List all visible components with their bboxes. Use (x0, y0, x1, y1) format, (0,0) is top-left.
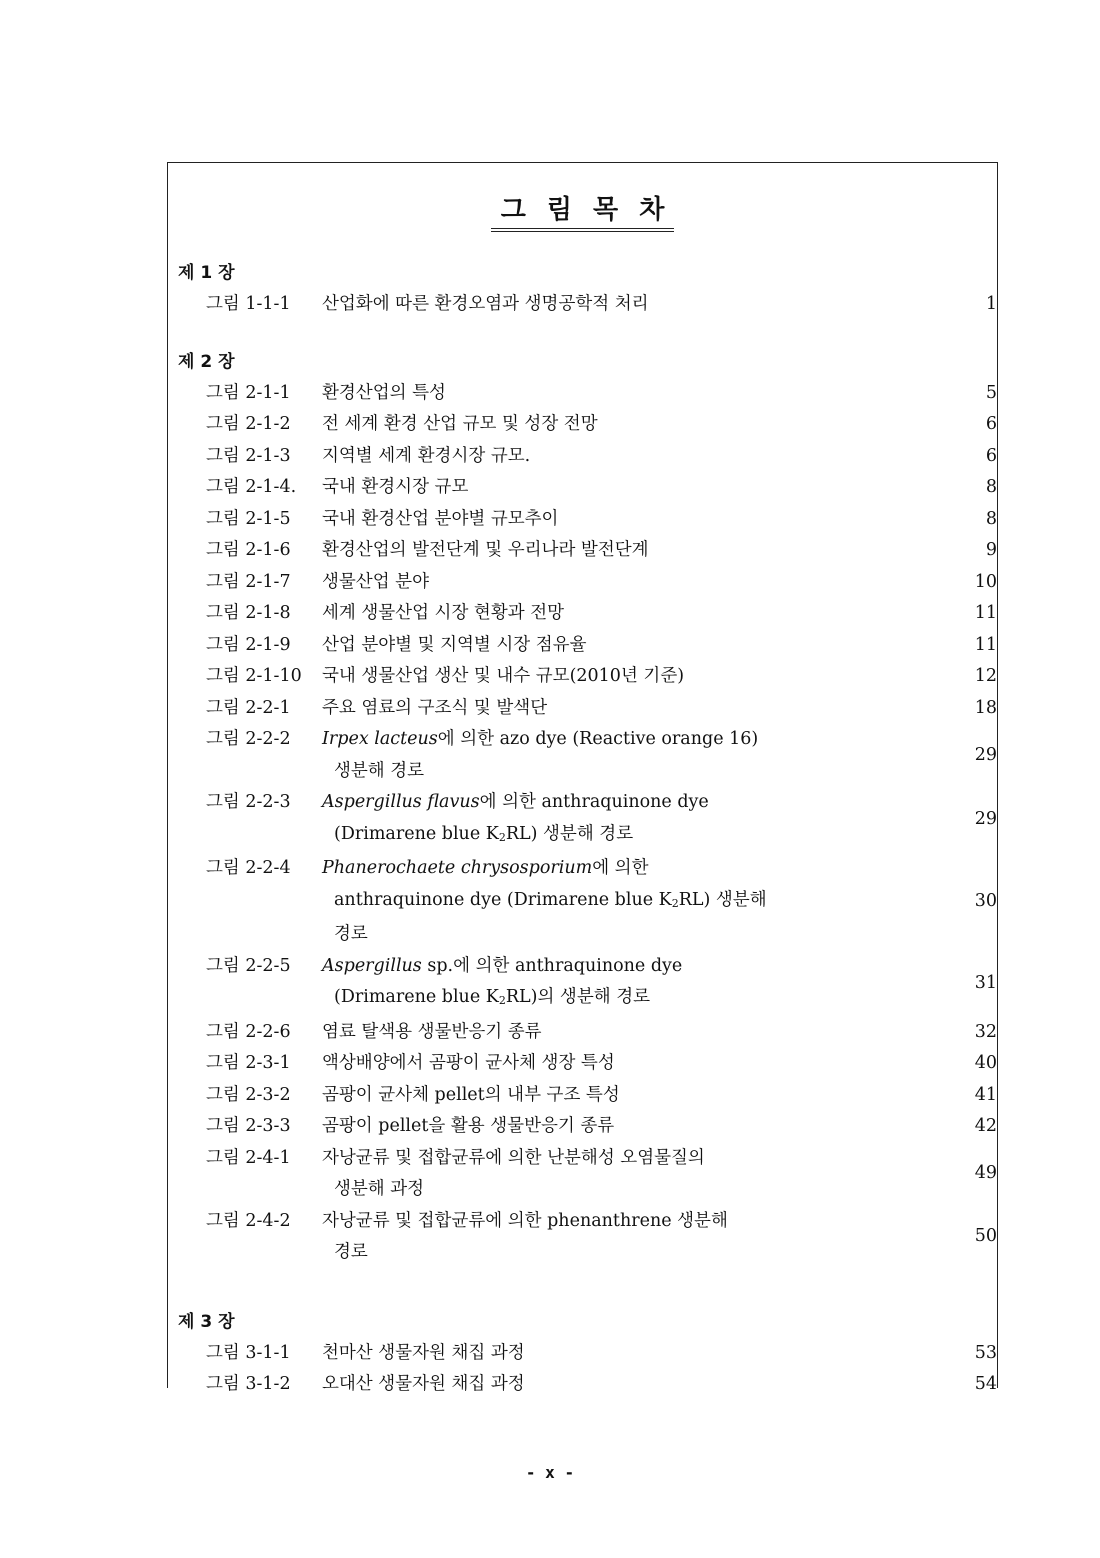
toc-entry[interactable] (178, 567, 997, 599)
figure-caption: 국내 환경산업 분야별 규모추이 (322, 508, 559, 529)
page-number: 49 (974, 1163, 997, 1184)
chapter-heading: 제 3 장 (178, 1311, 235, 1332)
toc-entry[interactable] (178, 853, 997, 951)
figure-number: 그림 1-1-1 (206, 294, 291, 314)
page-number: 50 (974, 1226, 997, 1247)
toc-entry[interactable] (178, 378, 997, 410)
species-name: Phanerochaete chrysosporium (322, 858, 593, 878)
figure-number: 그림 2-3-2 (206, 1084, 291, 1105)
chapter-heading: 제 1 장 (178, 263, 235, 283)
figure-caption: Irpex lacteus에 의한 azo dye (Reactive orange 16) 생분해 경로 (322, 729, 759, 781)
figure-number: 그림 2-2-6 (206, 1021, 291, 1042)
toc-entry[interactable] (178, 1206, 997, 1269)
figure-caption: 자낭균류 및 접합균류에 의한 난분해성 오염물질의 생분해 과정 (322, 1147, 705, 1199)
figure-number: 그림 2-2-5 (206, 955, 291, 976)
figure-number: 그림 2-1-10 (206, 666, 302, 686)
page-number: 40 (974, 1053, 997, 1073)
figure-number: 그림 2-1-1 (206, 382, 291, 403)
page-title: 그 림 목 차 (168, 193, 997, 232)
toc-entry[interactable] (178, 289, 997, 321)
figure-caption: 오대산 생물자원 채집 과정 (322, 1374, 525, 1394)
figure-number: 그림 2-1-3 (206, 445, 291, 466)
toc-entry[interactable] (178, 630, 997, 662)
toc-entry[interactable] (178, 1143, 997, 1206)
page-number: 11 (974, 603, 997, 623)
toc-entry[interactable] (178, 1111, 997, 1143)
toc-entry[interactable] (178, 1017, 997, 1049)
toc-content (178, 258, 997, 1401)
page-number: 29 (974, 744, 997, 765)
toc-entry[interactable] (178, 441, 997, 473)
toc-entry[interactable] (178, 661, 997, 693)
figure-number: 그림 2-3-3 (206, 1116, 291, 1136)
page-number: 53 (974, 1342, 997, 1363)
toc-frame (167, 162, 998, 1394)
page-number: 8 (985, 477, 997, 497)
figure-caption: 염료 탈색용 생물반응기 종류 (322, 1021, 542, 1042)
figure-caption: 환경산업의 발전단계 및 우리나라 발전단계 (322, 540, 649, 560)
figure-number: 그림 2-1-6 (206, 540, 291, 560)
figure-caption: Phanerochaete chrysosporium에 의한 anthraquinone dye (Drimarene blue $K_2RL$) 생분해 경로 (322, 858, 767, 944)
figure-number: 그림 2-1-2 (206, 414, 291, 434)
toc-entry[interactable] (178, 535, 997, 567)
toc-entry[interactable] (178, 504, 997, 536)
toc-entry[interactable] (178, 598, 997, 630)
page-number: 31 (974, 972, 997, 993)
figure-number: 그림 2-2-1 (206, 697, 291, 718)
figure-caption: 곰팡이 균사체 pellet의 내부 구조 특성 (322, 1084, 620, 1105)
figure-caption: 주요 염료의 구조식 및 발색단 (322, 697, 548, 718)
species-name: Irpex lacteus (322, 729, 438, 749)
figure-number: 그림 2-2-3 (206, 792, 291, 812)
toc-entry[interactable] (178, 693, 997, 725)
figure-caption: 지역별 세계 환경시장 규모. (322, 445, 531, 466)
page-number: 11 (974, 634, 997, 655)
figure-number: 그림 2-3-1 (206, 1053, 291, 1073)
figure-number: 그림 2-4-1 (206, 1147, 291, 1168)
toc-entry[interactable] (178, 472, 997, 504)
figure-caption: 자낭균류 및 접합균류에 의한 phenanthrene 생분해 경로 (322, 1210, 728, 1262)
figure-number: 그림 2-1-5 (206, 508, 291, 529)
figure-number: 그림 3-1-2 (206, 1374, 291, 1394)
page-footer: - x - (525, 1463, 575, 1482)
figure-number: 그림 2-4-2 (206, 1210, 291, 1231)
page-number: 18 (974, 697, 997, 718)
species-name: Aspergillus (322, 955, 422, 976)
figure-number: 그림 2-2-4 (206, 858, 291, 878)
chapter-heading: 제 2 장 (178, 351, 235, 372)
page-number: 8 (985, 508, 997, 529)
figure-caption: 산업화에 따른 환경오염과 생명공학적 처리 (322, 294, 649, 314)
page-number: 29 (974, 809, 997, 830)
page-number: 41 (974, 1084, 997, 1105)
figure-number: 그림 2-1-8 (206, 603, 291, 623)
page-number: 54 (974, 1374, 997, 1394)
figure-caption: 생물산업 분야 (322, 571, 429, 592)
figure-number: 그림 2-1-4. (206, 477, 297, 497)
toc-entry[interactable] (178, 1048, 997, 1080)
figure-caption: 환경산업의 특성 (322, 382, 446, 403)
figure-caption: 전 세계 환경 산업 규모 및 성장 전망 (322, 414, 598, 434)
figure-caption: 국내 생물산업 생산 및 내수 규모(2010년 기준) (322, 666, 685, 686)
page-number: 6 (985, 445, 997, 466)
toc-entry[interactable] (178, 1080, 997, 1112)
page-number: 42 (974, 1116, 997, 1136)
figure-caption: 액상배양에서 곰팡이 균사체 생장 특성 (322, 1053, 615, 1073)
toc-entry[interactable] (178, 951, 997, 1017)
figure-caption: 천마산 생물자원 채집 과정 (322, 1342, 525, 1363)
page-number: 12 (974, 666, 997, 686)
page-number: 30 (974, 891, 997, 911)
species-name: Aspergillus flavus (322, 792, 480, 812)
page-number: 5 (985, 382, 997, 403)
page-number: 32 (974, 1021, 997, 1042)
figure-caption: 세계 생물산업 시장 현황과 전망 (322, 603, 565, 623)
figure-caption: Aspergillus sp.에 의한 anthraquinone dye (Drimarene blue $K_2RL$)의 생분해 경로 (322, 955, 683, 1007)
toc-entry[interactable] (178, 1369, 997, 1401)
figure-caption: 곰팡이 pellet을 활용 생물반응기 종류 (322, 1116, 615, 1136)
figure-number: 그림 2-2-2 (206, 729, 291, 749)
page-number: 9 (985, 540, 997, 560)
toc-entry[interactable] (178, 787, 997, 853)
page-number: 6 (985, 414, 997, 434)
toc-entry[interactable] (178, 1338, 997, 1370)
figure-caption: 국내 환경시장 규모 (322, 477, 469, 497)
page-number: 1 (985, 294, 997, 314)
toc-entry[interactable] (178, 724, 997, 787)
page-number: 10 (974, 571, 997, 592)
figure-caption: Aspergillus flavus에 의한 anthraquinone dye (Drimarene blue $K_2RL$) 생분해 경로 (322, 792, 709, 844)
figure-number: 그림 2-1-7 (206, 571, 291, 592)
figure-number: 그림 3-1-1 (206, 1342, 291, 1363)
figure-number: 그림 2-1-9 (206, 634, 291, 655)
toc-entry[interactable] (178, 409, 997, 441)
figure-caption: 산업 분야별 및 지역별 시장 점유율 (322, 634, 587, 655)
